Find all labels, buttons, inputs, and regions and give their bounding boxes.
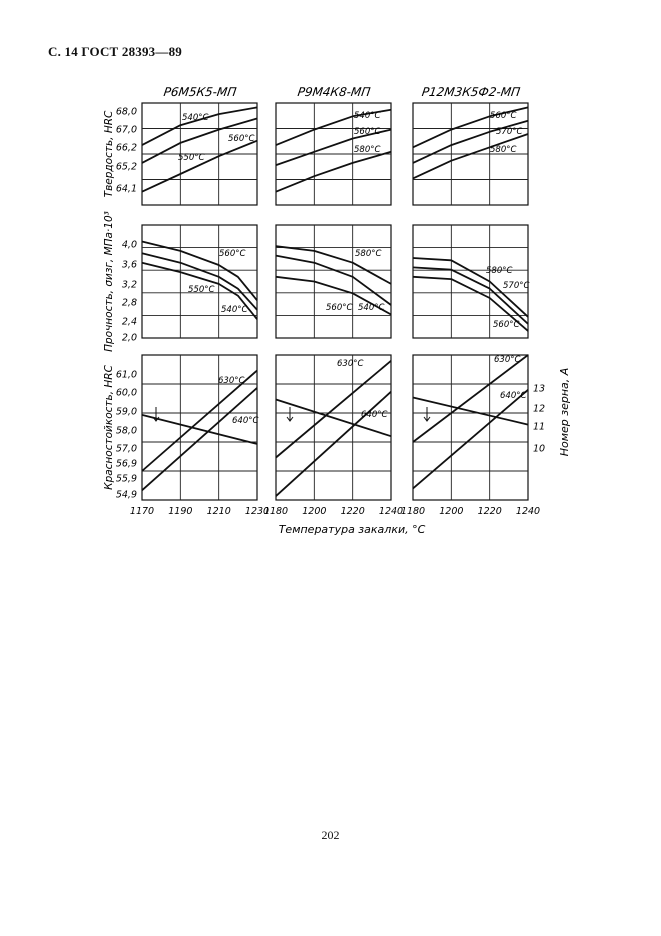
series-line [413, 398, 528, 425]
row-labels [103, 110, 115, 490]
column-title: Р6М5К5-МП [162, 85, 238, 99]
x-tick-label: 1190 [168, 506, 193, 517]
chart-panel [116, 355, 269, 517]
chart-panel [116, 103, 257, 205]
right-y-tick-label: 10 [533, 443, 546, 455]
y-tick-label: 61,0 [115, 369, 137, 381]
series-label: 550°С [188, 285, 215, 295]
x-axis-title [279, 523, 426, 536]
series-label: 630°С [494, 355, 521, 365]
x-tick-label: 1240 [515, 506, 541, 517]
y-tick-label: 57,0 [115, 443, 137, 455]
y-tick-label: 58,0 [115, 425, 137, 437]
series-label: 580°С [486, 266, 513, 276]
chart-panel [276, 225, 391, 338]
x-tick-label: 1200 [302, 506, 327, 517]
y-tick-label: 2,8 [121, 297, 137, 309]
column-title: Р9М4К8-МП [296, 85, 372, 99]
x-tick-label: 1210 [206, 506, 231, 517]
y-tick-label: 55,9 [115, 473, 137, 485]
y-tick-label: 59,0 [115, 406, 137, 418]
y-tick-label: 67,0 [115, 124, 137, 136]
row-label: Твердость, HRC [103, 110, 115, 198]
y-tick-label: 60,0 [115, 387, 137, 399]
series-line [276, 152, 391, 192]
series-label: 560°С [326, 303, 353, 313]
row-label: Красностойкость, HRC [103, 365, 115, 490]
chart-panels [116, 103, 545, 517]
y-tick-label: 65,2 [115, 161, 137, 173]
x-tick-label: 1180 [400, 506, 426, 517]
right-y-tick-label: 12 [533, 403, 546, 415]
panel-frame [413, 355, 528, 500]
series-label: 580°С [355, 249, 382, 259]
series-label: 570°С [496, 127, 523, 137]
y-tick-label: 68,0 [115, 106, 137, 118]
series-label: 640°С [361, 410, 388, 420]
series-label: 540°С [358, 303, 385, 313]
series-label: 540°С [182, 113, 209, 123]
series-label: 630°С [218, 376, 245, 386]
right-axis-title [558, 368, 571, 457]
series-label: 560°С [228, 134, 255, 144]
series-label: 540°С [354, 111, 381, 121]
x-axis-label: Температура закалки, °С [278, 523, 426, 536]
x-tick-label: 1220 [340, 506, 365, 517]
series-label: 640°С [500, 391, 527, 401]
chart-panel [264, 355, 403, 517]
y-tick-label: 2,0 [121, 332, 137, 344]
series-label: 560°С [490, 111, 517, 121]
y-tick-label: 66,2 [115, 142, 137, 154]
series-line [142, 141, 257, 192]
series-label: 580°С [354, 145, 381, 155]
series-line [142, 253, 257, 309]
x-tick-label: 1170 [129, 506, 155, 517]
x-tick-label: 1240 [378, 506, 404, 517]
y-tick-label: 4,0 [121, 239, 137, 251]
series-line [413, 134, 528, 178]
panel-frame [276, 225, 391, 338]
y-tick-label: 64,1 [115, 183, 137, 195]
y-tick-label: 56,9 [115, 458, 137, 470]
x-tick-label: 1230 [244, 506, 270, 517]
chart-panel [122, 225, 257, 344]
x-tick-label: 1200 [439, 506, 464, 517]
x-tick-label: 1180 [263, 506, 289, 517]
series-label: 540°С [221, 305, 248, 315]
series-label: 640°С [232, 416, 259, 426]
y-tick-label: 2,4 [121, 316, 137, 328]
series-label: 550°С [178, 153, 205, 163]
chart-panel [413, 225, 529, 338]
series-label: 560°С [219, 249, 246, 259]
chart-panel [413, 103, 528, 205]
chart-panel [276, 103, 391, 205]
panel-frame [142, 225, 257, 338]
y-tick-label: 3,6 [121, 259, 137, 271]
column-titles [163, 85, 521, 99]
series-line [276, 256, 391, 305]
y-tick-label: 54,9 [115, 489, 137, 501]
column-title: Р12М3К5Ф2-МП [420, 85, 522, 99]
series-label: 560°С [493, 320, 520, 330]
row-label: Прочность, σизг, МПа·10³ [103, 211, 115, 352]
right-axis-label: Номер зерна, А [558, 367, 571, 457]
y-tick-label: 3,2 [121, 279, 137, 291]
chart-panel [401, 355, 545, 517]
series-line [413, 390, 528, 489]
series-label: 580°С [490, 145, 517, 155]
panel-frame [276, 355, 391, 500]
page-header: С. 14 ГОСТ 28393—89 [48, 44, 182, 59]
series-label: 570°С [503, 281, 530, 291]
x-tick-label: 1220 [477, 506, 502, 517]
right-y-tick-label: 11 [533, 421, 546, 433]
right-y-tick-label: 13 [533, 383, 546, 395]
page-number: 202 [321, 828, 340, 842]
series-label: 560°С [354, 127, 381, 137]
series-label: 630°С [337, 359, 364, 369]
